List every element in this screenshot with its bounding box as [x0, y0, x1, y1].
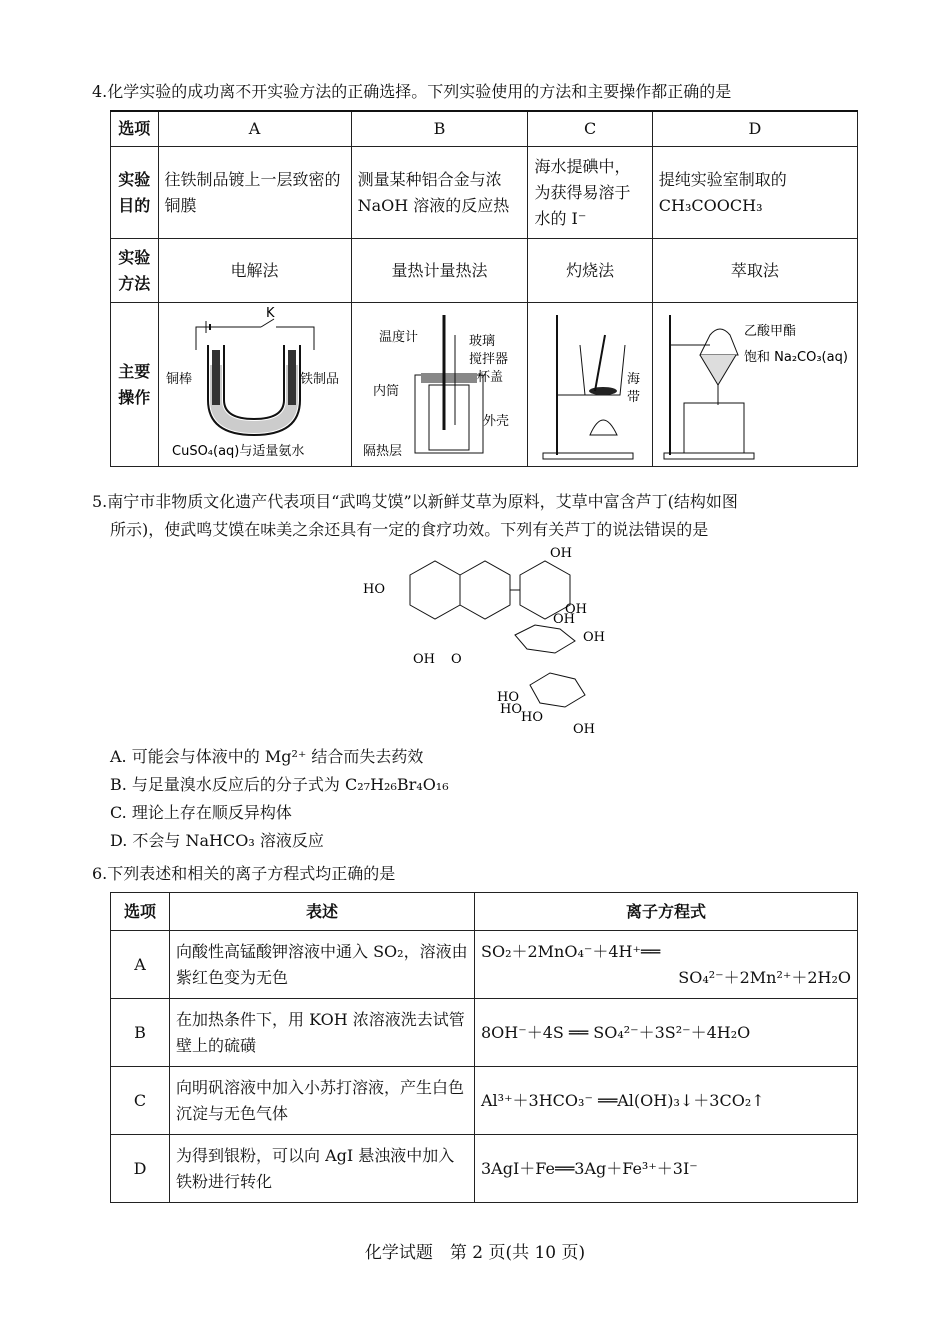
diagram-electrolysis — [158, 303, 351, 467]
question-6-stem: 6.下列表述和相关的离子方程式均正确的是 — [92, 864, 396, 883]
label-shell: 外壳 — [482, 413, 509, 429]
diagram-ignition — [528, 303, 652, 467]
label-insulation: 隔热层 — [362, 443, 402, 459]
header-option: 选项 — [111, 111, 159, 147]
q6-header-option: 选项 — [111, 893, 170, 931]
q6-row-a-eq: SO₂＋2MnO₄⁻＋4H⁺══ SO₄²⁻＋2Mn²⁺＋2H₂O — [475, 931, 858, 999]
row-label-operation: 主要操作 — [111, 303, 159, 467]
q6-row-b-option: B — [111, 999, 170, 1067]
label-glass: 玻璃 — [468, 333, 495, 349]
method-d: 萃取法 — [652, 239, 857, 303]
svg-text:OH: OH — [565, 602, 587, 617]
header-c: C — [528, 111, 652, 147]
label-stirrer: 搅拌器 — [468, 351, 508, 367]
header-d: D — [652, 111, 857, 147]
option-a: A. 可能会与体液中的 Mg²⁺ 结合而失去药效 — [110, 747, 424, 766]
svg-text:HO: HO — [500, 702, 522, 717]
purpose-d: 提纯实验室制取的 CH₃COOCH₃ — [652, 147, 857, 239]
svg-text:OH: OH — [553, 612, 575, 627]
label-thermometer: 温度计 — [378, 329, 418, 345]
question-5-stem-line2: 所示)，使武鸣艾馍在味美之余还具有一定的食疗功效。下列有关芦丁的说法错误的是 — [110, 520, 709, 539]
label-lid: 杯盖 — [476, 369, 503, 385]
method-c: 灼烧法 — [528, 239, 652, 303]
q6-row-c-option: C — [111, 1067, 170, 1135]
purpose-b: 测量某种铝合金与浓 NaOH 溶液的反应热 — [351, 147, 528, 239]
svg-text:O: O — [451, 652, 462, 667]
question-5-stem-line1: 5.南宁市非物质文化遗产代表项目“武鸣艾馍”以新鲜艾草为原料，艾草中富含芦丁(结构如图 — [92, 492, 738, 511]
label-cuso4: CuSO₄(aq)与适量氨水 — [171, 443, 304, 459]
rutin-structure — [355, 545, 625, 735]
header-a: A — [158, 111, 351, 147]
svg-text:OH: OH — [583, 630, 605, 645]
label-iron: 铁制品 — [299, 371, 339, 387]
purpose-a: 往铁制品镀上一层致密的铜膜 — [158, 147, 351, 239]
row-label-purpose: 实验目的 — [111, 147, 159, 239]
q6-row-d-desc: 为得到银粉，可以向 AgI 悬浊液中加入铁粉进行转化 — [170, 1135, 475, 1203]
q6-row-c-desc: 向明矾溶液中加入小苏打溶液，产生白色沉淀与无色气体 — [170, 1067, 475, 1135]
option-d: D. 不会与 NaHCO₃ 溶液反应 — [110, 831, 324, 850]
q6-header-desc: 表述 — [170, 893, 475, 931]
q6-row-a-desc: 向酸性高锰酸钾溶液中通入 SO₂，溶液由紫红色变为无色 — [170, 931, 475, 999]
option-b: B. 与足量溴水反应后的分子式为 C₂₇H₂₆Br₄O₁₆ — [110, 775, 449, 794]
question-4-stem: 4.化学实验的成功离不开实验方法的正确选择。下列实验使用的方法和主要操作都正确的是 — [92, 82, 732, 101]
svg-text:OH: OH — [550, 546, 572, 561]
header-b: B — [351, 111, 528, 147]
option-c: C. 理论上存在顺反异构体 — [110, 803, 292, 822]
label-weed: 带 — [627, 389, 641, 405]
page-footer: 化学试题 第 2 页(共 10 页) — [364, 1243, 586, 1263]
method-b: 量热计量热法 — [351, 239, 528, 303]
label-na2co3: 饱和 Na₂CO₃(aq) — [743, 349, 848, 365]
svg-text:HO: HO — [363, 582, 385, 597]
svg-text:OH: OH — [573, 722, 595, 735]
purpose-c: 海水提碘中，为获得易溶于水的 I⁻ — [528, 147, 652, 239]
q6-row-d-eq: 3AgI＋Fe══3Ag＋Fe³⁺＋3I⁻ — [475, 1135, 858, 1203]
svg-text:OH: OH — [413, 652, 435, 667]
row-label-method: 实验方法 — [111, 239, 159, 303]
label-k: K — [265, 305, 275, 321]
question-6-table — [110, 892, 858, 1203]
diagram-extraction — [652, 303, 857, 467]
label-sea: 海 — [627, 371, 641, 387]
q6-header-eq: 离子方程式 — [475, 893, 858, 931]
label-ester: 乙酸甲酯 — [743, 323, 796, 339]
q6-row-b-eq: 8OH⁻＋4S ══ SO₄²⁻＋3S²⁻＋4H₂O — [475, 999, 858, 1067]
method-a: 电解法 — [158, 239, 351, 303]
label-inner: 内筒 — [372, 383, 399, 399]
label-copper-rod: 铜棒 — [165, 371, 192, 387]
q6-row-b-desc: 在加热条件下，用 KOH 浓溶液洗去试管壁上的硫磺 — [170, 999, 475, 1067]
q6-row-a-option: A — [111, 931, 170, 999]
q6-row-d-option: D — [111, 1135, 170, 1203]
svg-text:HO: HO — [497, 690, 519, 705]
question-4-table — [110, 110, 858, 467]
svg-text:HO: HO — [521, 710, 543, 725]
diagram-calorimeter — [351, 303, 528, 467]
q6-row-c-eq: Al³⁺＋3HCO₃⁻ ══Al(OH)₃↓＋3CO₂↑ — [475, 1067, 858, 1135]
